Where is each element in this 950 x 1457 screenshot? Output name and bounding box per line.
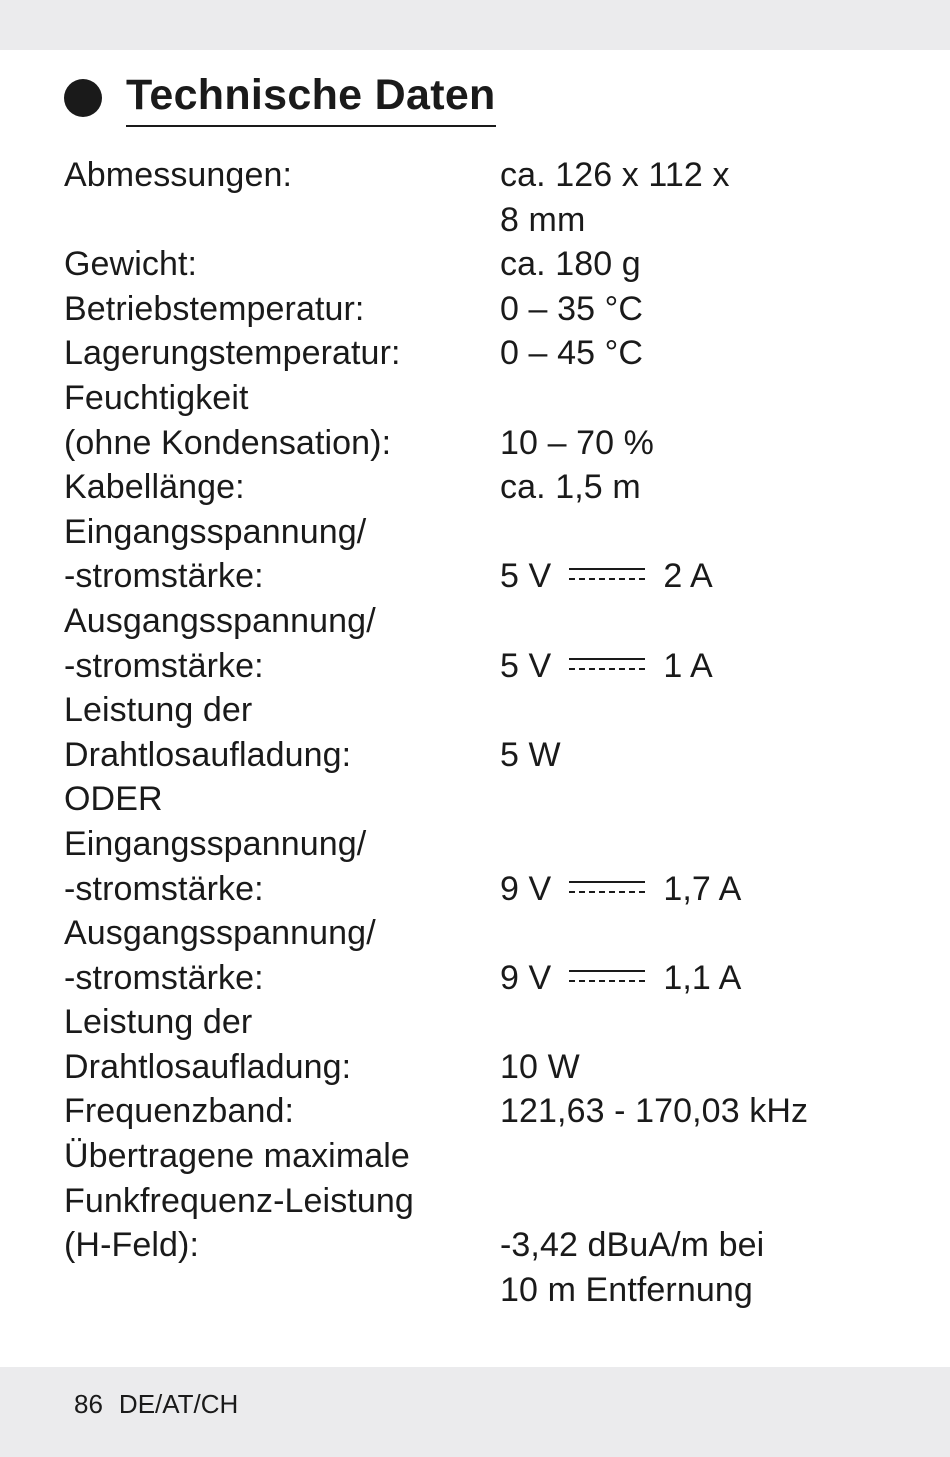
spec-label: -stromstärke: (64, 869, 264, 908)
spec-value (500, 1134, 914, 1179)
spec-label: Ausgangsspannung/ (64, 601, 376, 640)
spec-value (500, 688, 914, 733)
spec-value: 121,63 - 170,03 kHz (500, 1092, 809, 1131)
spec-label: Drahtlosaufladung: (64, 735, 352, 774)
spec-row (64, 287, 914, 332)
spec-row (64, 733, 914, 778)
spec-label: Funkfrequenz-Leistung (64, 1181, 414, 1220)
spec-row (64, 599, 914, 644)
spec-value (500, 1000, 914, 1045)
dc-symbol-icon (569, 566, 645, 584)
spec-label: Feuchtigkeit (64, 378, 249, 417)
spec-row (64, 956, 914, 1001)
dc-symbol-icon (569, 656, 645, 674)
spec-value: ca. 1,5 m (500, 468, 641, 507)
spec-label: ODER (64, 780, 163, 819)
current-value: 1,1 A (663, 958, 742, 997)
spec-label: Abmessungen: (64, 156, 293, 194)
spec-value (500, 554, 914, 599)
page-number: 86 (74, 1389, 103, 1419)
spec-label: Eingangsspannung/ (64, 512, 367, 551)
spec-value (500, 867, 914, 912)
spec-row (64, 911, 914, 956)
spec-value (500, 644, 914, 689)
spec-row (64, 867, 914, 912)
spec-row (64, 153, 914, 198)
spec-label: -stromstärke: (64, 646, 264, 685)
spec-value: ca. 126 x 112 x (500, 156, 730, 194)
spec-row (64, 1089, 914, 1134)
spec-value (500, 822, 914, 867)
spec-row (64, 1045, 914, 1090)
top-margin-band (0, 0, 950, 50)
spec-label: Ausgangsspannung/ (64, 914, 376, 953)
section-heading (64, 68, 496, 127)
spec-value (500, 510, 914, 555)
spec-label: -stromstärke: (64, 958, 264, 997)
spec-label: Kabellänge: (64, 468, 245, 507)
spec-label (64, 1268, 500, 1313)
spec-table (64, 153, 914, 1312)
spec-value: 10 W (500, 1047, 580, 1086)
voltage-value: 5 V (500, 646, 552, 685)
spec-value: 5 W (500, 735, 561, 774)
spec-row (64, 331, 914, 376)
spec-row (64, 688, 914, 733)
spec-label: Übertragene maximale (64, 1137, 410, 1176)
spec-label: Eingangsspannung/ (64, 824, 367, 863)
spec-label: (H-Feld): (64, 1226, 200, 1265)
spec-row (64, 1000, 914, 1045)
spec-row (64, 1179, 914, 1224)
spec-value (500, 1179, 914, 1224)
spec-value (500, 777, 914, 822)
voltage-value: 9 V (500, 869, 552, 908)
spec-row (64, 242, 914, 287)
current-value: 1 A (663, 646, 713, 685)
spec-label: -stromstärke: (64, 557, 264, 596)
spec-label: Frequenzband: (64, 1092, 295, 1131)
spec-row (64, 1223, 914, 1268)
spec-value: 8 mm (500, 200, 586, 239)
spec-row (64, 1134, 914, 1179)
dc-symbol-icon (569, 968, 645, 986)
spec-row (64, 421, 914, 466)
spec-value: 0 – 35 °C (500, 289, 644, 328)
spec-value (500, 956, 914, 1001)
spec-value (500, 376, 914, 421)
current-value: 2 A (663, 557, 713, 596)
spec-row (64, 376, 914, 421)
spec-label: Gewicht: (64, 245, 198, 284)
voltage-value: 9 V (500, 958, 552, 997)
region-label: DE/AT/CH (118, 1389, 239, 1419)
spec-row (64, 198, 914, 243)
page-title: Technische Daten (126, 68, 496, 127)
spec-row (64, 644, 914, 689)
spec-row (64, 554, 914, 599)
spec-row (64, 777, 914, 822)
spec-row (64, 822, 914, 867)
spec-label: Leistung der (64, 691, 253, 730)
page-footer (74, 1386, 238, 1422)
spec-label (64, 198, 500, 243)
spec-label: Betriebstemperatur: (64, 289, 365, 328)
spec-row (64, 1268, 914, 1313)
spec-value: 0 – 45 °C (500, 334, 644, 373)
spec-value (500, 911, 914, 956)
spec-value: -3,42 dBuA/m bei (500, 1226, 765, 1265)
spec-value (500, 599, 914, 644)
spec-value: 10 m Entfernung (500, 1270, 753, 1309)
spec-value: 10 – 70 % (500, 423, 655, 462)
spec-row (64, 510, 914, 555)
spec-label: Leistung der (64, 1003, 253, 1042)
voltage-value: 5 V (500, 557, 552, 596)
spec-row (64, 465, 914, 510)
bullet-icon (64, 79, 102, 117)
spec-label: (ohne Kondensation): (64, 423, 392, 462)
spec-label: Drahtlosaufladung: (64, 1047, 352, 1086)
spec-value: ca. 180 g (500, 245, 641, 284)
dc-symbol-icon (569, 879, 645, 897)
current-value: 1,7 A (663, 869, 742, 908)
spec-label: Lagerungstemperatur: (64, 334, 401, 373)
